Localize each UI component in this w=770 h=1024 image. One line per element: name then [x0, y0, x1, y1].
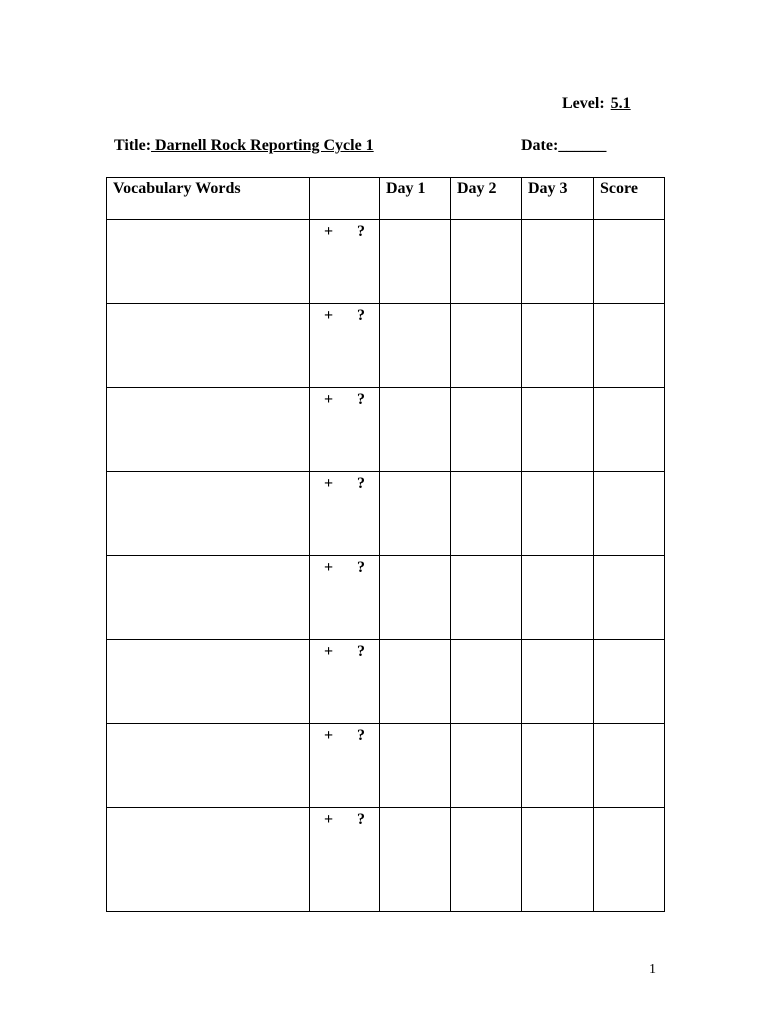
title-value: Darnell Rock Reporting Cycle 1: [151, 137, 374, 154]
vocabulary-word-cell[interactable]: [107, 388, 310, 472]
plus-mark[interactable]: +: [324, 475, 334, 492]
title-label: Title:: [114, 137, 152, 154]
day-2-cell[interactable]: [451, 472, 522, 556]
marks-cell: [310, 388, 380, 472]
table-row: [107, 808, 665, 912]
level-value: 5.1: [610, 95, 631, 112]
vocabulary-word-cell[interactable]: [107, 220, 310, 304]
score-cell[interactable]: [594, 640, 665, 724]
day-1-cell[interactable]: [380, 472, 451, 556]
day-2-cell[interactable]: [451, 724, 522, 808]
marks-cell: [310, 220, 380, 304]
score-cell[interactable]: [594, 808, 665, 912]
score-cell[interactable]: [594, 388, 665, 472]
table-row: [107, 640, 665, 724]
day-1-cell[interactable]: [380, 640, 451, 724]
table-row: [107, 472, 665, 556]
question-mark[interactable]: ?: [357, 643, 365, 660]
day-3-cell[interactable]: [522, 724, 594, 808]
table-row: [107, 304, 665, 388]
day-2-cell[interactable]: [451, 388, 522, 472]
marks-cell: [310, 724, 380, 808]
question-mark[interactable]: ?: [357, 559, 365, 576]
question-mark[interactable]: ?: [357, 727, 365, 744]
day-3-cell[interactable]: [522, 388, 594, 472]
day-2-cell[interactable]: [451, 220, 522, 304]
question-mark[interactable]: ?: [357, 811, 365, 828]
vocabulary-word-cell[interactable]: [107, 808, 310, 912]
table-row: [107, 556, 665, 640]
column-header-marks: [310, 178, 380, 220]
score-cell[interactable]: [594, 220, 665, 304]
day-1-cell[interactable]: [380, 556, 451, 640]
day-3-cell[interactable]: [522, 220, 594, 304]
day-1-cell[interactable]: [380, 304, 451, 388]
vocabulary-word-cell[interactable]: [107, 472, 310, 556]
marks-cell: [310, 808, 380, 912]
day-2-cell[interactable]: [451, 556, 522, 640]
level-label: Level:: [562, 95, 605, 112]
plus-mark[interactable]: +: [324, 811, 334, 828]
table-row: [107, 724, 665, 808]
column-header-vocabulary-words: Vocabulary Words: [107, 178, 310, 220]
question-mark[interactable]: ?: [357, 307, 365, 324]
day-1-cell[interactable]: [380, 808, 451, 912]
score-cell[interactable]: [594, 304, 665, 388]
plus-mark[interactable]: +: [324, 727, 334, 744]
plus-mark[interactable]: +: [324, 559, 334, 576]
marks-cell: [310, 472, 380, 556]
vocabulary-word-cell[interactable]: [107, 304, 310, 388]
marks-cell: [310, 556, 380, 640]
day-3-cell[interactable]: [522, 472, 594, 556]
question-mark[interactable]: ?: [357, 391, 365, 408]
column-header-day-1: Day 1: [380, 178, 451, 220]
date-field: Date:______: [521, 137, 607, 154]
table-row: [107, 220, 665, 304]
day-3-cell[interactable]: [522, 556, 594, 640]
plus-mark[interactable]: +: [324, 307, 334, 324]
title-line: [114, 137, 374, 155]
marks-cell: [310, 640, 380, 724]
day-3-cell[interactable]: [522, 304, 594, 388]
table-header-row: [107, 178, 665, 220]
score-cell[interactable]: [594, 472, 665, 556]
column-header-day-2: Day 2: [451, 178, 522, 220]
score-cell[interactable]: [594, 556, 665, 640]
score-cell[interactable]: [594, 724, 665, 808]
day-1-cell[interactable]: [380, 220, 451, 304]
plus-mark[interactable]: +: [324, 643, 334, 660]
day-1-cell[interactable]: [380, 388, 451, 472]
plus-mark[interactable]: +: [324, 391, 334, 408]
level-line: [562, 95, 631, 113]
column-header-score: Score: [594, 178, 665, 220]
day-2-cell[interactable]: [451, 808, 522, 912]
vocabulary-word-cell[interactable]: [107, 724, 310, 808]
day-3-cell[interactable]: [522, 808, 594, 912]
question-mark[interactable]: ?: [357, 475, 365, 492]
vocabulary-table: [106, 177, 665, 912]
vocabulary-word-cell[interactable]: [107, 556, 310, 640]
marks-cell: [310, 304, 380, 388]
day-3-cell[interactable]: [522, 640, 594, 724]
page-number: 1: [649, 962, 656, 977]
vocabulary-word-cell[interactable]: [107, 640, 310, 724]
day-2-cell[interactable]: [451, 304, 522, 388]
column-header-day-3: Day 3: [522, 178, 594, 220]
day-2-cell[interactable]: [451, 640, 522, 724]
plus-mark[interactable]: +: [324, 223, 334, 240]
day-1-cell[interactable]: [380, 724, 451, 808]
table-row: [107, 388, 665, 472]
question-mark[interactable]: ?: [357, 223, 365, 240]
